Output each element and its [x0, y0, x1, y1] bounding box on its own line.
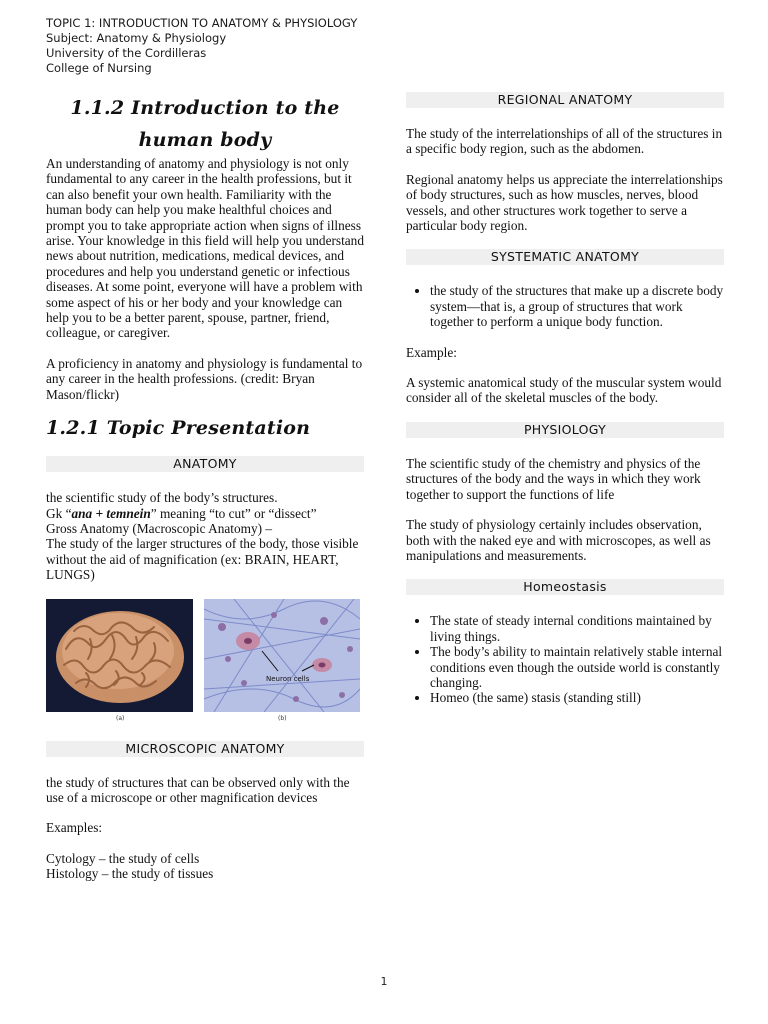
brain-photo: [46, 599, 193, 712]
left-column: [46, 92, 364, 882]
intro-paragraph-1: An understanding of anatomy and physiology is not only fundamental to any career in the health professions, but it can also benefit your own health. Familiarity with the human body can help you make healthful choices and prompt you to take appropriate action when signs of illness arise. Your knowledge in this field will help you understand news about nutrition, medications, medical devices, and procedures and help you understand genetic or infectious diseases. At some point, everyone will have a problem with some aspect of his or her body and your knowledge can help you to be a better parent, spouse, partner, friend, colleague, or caregiver.: [46, 156, 364, 341]
regional-paragraph-1: The study of the interrelationships of all of the structures in a specific body region, such as the abdomen.: [406, 126, 723, 157]
greek-suffix: ” meaning “to cut” or “dissect”: [150, 505, 317, 521]
microscopic-anatomy-definition: the study of structures that can be observed only with the use of a microscope or other magnification devices: [46, 774, 350, 805]
histology-line: Histology – the study of tissues: [46, 866, 214, 882]
greek-prefix: Gk “: [46, 505, 72, 521]
anatomy-figure: [46, 599, 364, 725]
physiology-paragraph-2: The study of physiology certainly includes observation, both with the naked eye and with microscopes, as well as manipulations and measurements.: [406, 517, 711, 563]
document-header: [46, 16, 357, 76]
neuron-image: [204, 599, 360, 712]
caption-b: (b): [278, 714, 287, 722]
examples-label: Examples:: [46, 820, 103, 836]
topic-presentation-title: 1.2.1 Topic Presentation: [46, 417, 311, 440]
homeostasis-header: Homeostasis: [406, 579, 724, 595]
right-column: [406, 92, 724, 706]
anatomy-header: ANATOMY: [46, 456, 364, 472]
greek-term: ana + temnein: [71, 505, 151, 521]
intro-paragraph-2: A proficiency in anatomy and physiology is fundamental to any career in the health professions. (credit: Bryan Mason/flickr): [46, 355, 363, 402]
physiology-header: PHYSIOLOGY: [406, 422, 724, 438]
systematic-bullets: [406, 283, 724, 329]
page-number: 1: [380, 975, 388, 988]
topic-line: TOPIC 1: INTRODUCTION TO ANATOMY & PHYSIOLOGY: [46, 16, 358, 30]
neuron-micrograph: [204, 599, 360, 712]
brain-image: [46, 599, 193, 712]
gross-anatomy-description: The study of the larger structures of the body, those visible without the aid of magnification (ex: BRAIN, HEART, LUNGS): [46, 536, 359, 583]
greek-origin: [46, 506, 364, 521]
neuron-label: Neuron cells: [266, 674, 310, 683]
regional-anatomy-header: REGIONAL ANATOMY: [406, 92, 724, 108]
caption-a: (a): [116, 714, 125, 722]
homeostasis-bullets: [406, 613, 724, 705]
university-line: University of the Cordilleras: [46, 46, 207, 60]
systematic-bullet: • the study of the structures that make up a discrete body system—that is, a group of structures that work together to perform a unique body function.: [430, 283, 724, 329]
homeostasis-bullet-1: • The state of steady internal conditions maintained by living things.: [430, 613, 724, 644]
systematic-example: A systemic anatomical study of the muscular system would consider all of the skeletal muscles of the body.: [406, 375, 722, 406]
microscopic-anatomy-header: MICROSCOPIC ANATOMY: [46, 741, 364, 757]
gross-anatomy-label: Gross Anatomy (Macroscopic Anatomy) –: [46, 520, 273, 536]
college-line: College of Nursing: [46, 61, 152, 75]
regional-paragraph-2: Regional anatomy helps us appreciate the interrelationships of body structures, such as how muscles, nerves, blood vessels, and other structures work together to serve a particular body region.: [406, 171, 723, 234]
anatomy-definition: the scientific study of the body’s structures.: [46, 490, 278, 506]
physiology-paragraph-1: The scientific study of the chemistry and physics of the structures of the body and the ways in which they work together to support the functions of life: [406, 455, 701, 502]
systematic-anatomy-header: SYSTEMATIC ANATOMY: [406, 249, 724, 265]
homeostasis-bullet-3: • Homeo (the same) stasis (standing still): [430, 690, 724, 705]
homeostasis-bullet-2: • The body’s ability to maintain relatively stable internal conditions even though the outside world is constantly changing.: [430, 644, 724, 690]
subject-line: Subject: Anatomy & Physiology: [46, 31, 227, 45]
cytology-line: Cytology – the study of cells: [46, 850, 200, 866]
example-label: Example:: [406, 344, 457, 360]
intro-title: 1.1.2 Introduction to the human body: [70, 97, 340, 151]
